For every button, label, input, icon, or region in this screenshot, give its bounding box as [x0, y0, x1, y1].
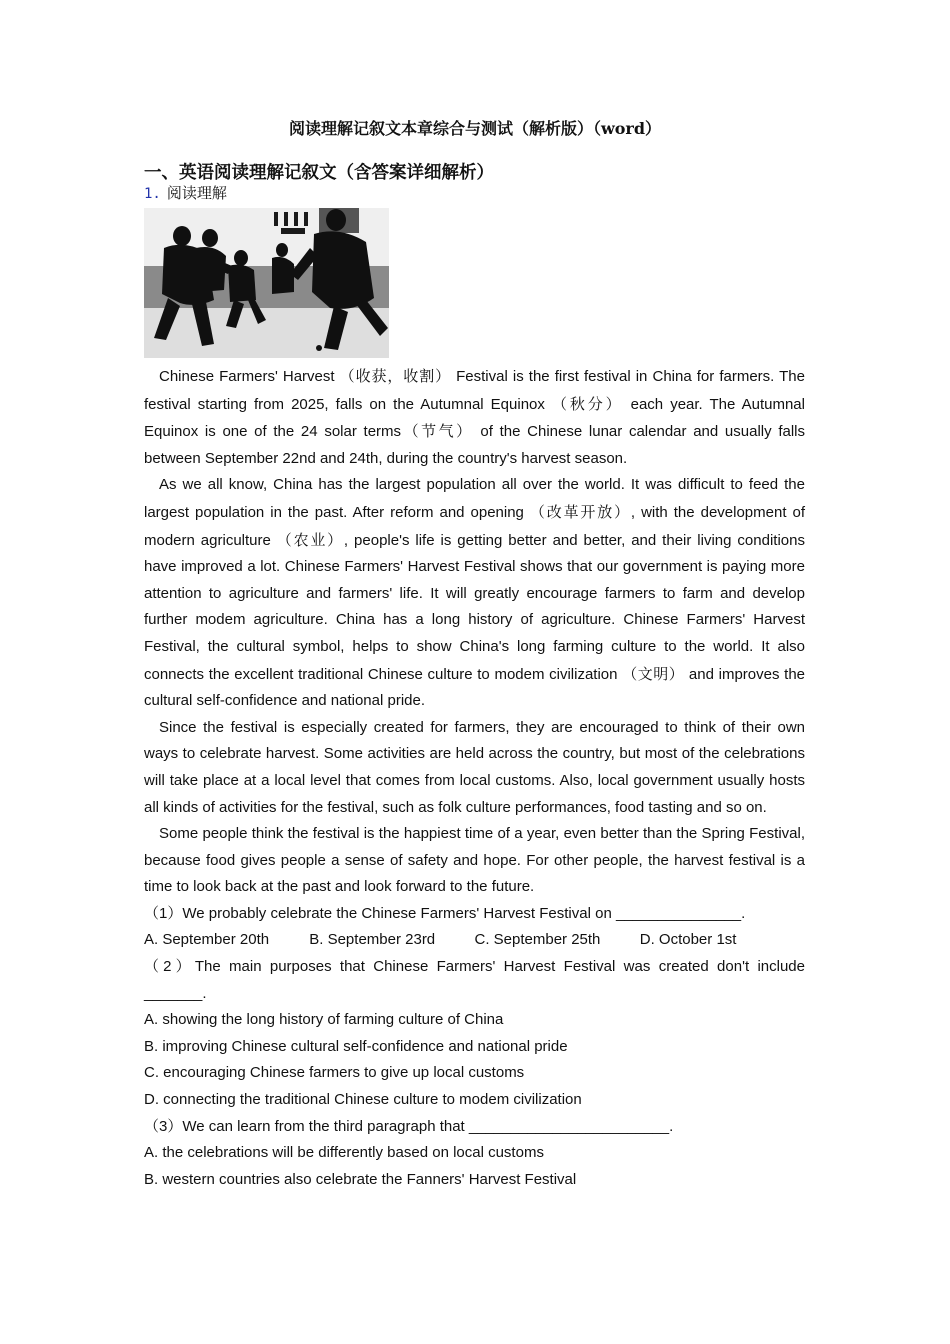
option-2b: B. improving Chinese cultural self-confidence and national pride [144, 1037, 568, 1055]
document-title: 阅读理解记叙文本章综合与测试（解析版）（word） [288, 119, 662, 138]
option-3b: B. western countries also celebrate the Fanners' Harvest Festival [144, 1170, 577, 1188]
section-title: 一、英语阅读理解记叙文（含答案详细解析） [144, 163, 494, 183]
p1-gloss-harvest: （收获，收割） [339, 367, 452, 385]
passage-paragraph-2 [144, 472, 805, 714]
passage-paragraph-3: Since the festival is especially created for farmers, they are encouraged to think of their own ways to celebrate harvest. Some activities are held across the country, but most of the celebrations will take place at a local level that comes from local customs. Also, local government usually hosts all kinds of activities for the festival, such as folk culture performances, food tasting and so on. [144, 718, 805, 816]
passage-paragraph-1 [144, 363, 805, 472]
p2-text-1: As we all know, China has the largest population all over the world. It was difficult to feed the largest population in the past. After reform and opening [144, 476, 805, 521]
option-3a: A. the celebrations will be differently based on local customs [144, 1144, 544, 1162]
p1-gloss-solar-terms: （节气） [401, 422, 474, 441]
option-2d: D. connecting the traditional Chinese culture to modem civilization [144, 1091, 582, 1109]
p1-text-3: each year. The Autumnal Equinox is one of the 24 solar terms [144, 395, 805, 441]
option-1c: C. September 25th [474, 931, 601, 949]
question-number: 1. [144, 186, 161, 202]
p2-text-3: , people's life is getting better and better, and their living conditions have improved a lot. Chinese Farmers' Harvest Festival shows that our government is paying more attention to agriculture and farmers' life. It will greatly encourage farmers to farm and develop further modem agriculture. China has a long history of agriculture. Chinese Farmers' Harvest Festival, the cultural symbol, helps to show China's long farming culture to the world. It also connects the excellent traditional Chinese culture to modem civilization [144, 531, 805, 683]
p2-text-4: and improves the cultural self-confidence and national pride. [144, 665, 805, 710]
option-1a: A. September 20th [144, 931, 270, 949]
question-label [144, 182, 227, 203]
p2-gloss-civilization: （文明） [622, 664, 685, 683]
p1-text-2: Festival is the first festival in China for farmers. The festival starting from 2025, falls on the Autumnal Equinox [144, 368, 805, 413]
option-2c: C. encouraging Chinese farmers to give up local customs [144, 1064, 525, 1082]
p1-text-4: of the Chinese lunar calendar and usually falls between September 22nd and 24th, during the country's harvest season. [144, 423, 805, 467]
harvest-dance-photo [144, 208, 389, 358]
question-type: 阅读理解 [166, 184, 227, 202]
p2-text-2: , with the development of modern agriculture [144, 503, 806, 549]
question-1-stem: （1）We probably celebrate the Chinese Farmers' Harvest Festival on _______________. [144, 904, 746, 922]
p1-gloss-equinox: （秋分） [551, 394, 624, 413]
question-3-stem: （3）We can learn from the third paragraph that ________________________. [144, 1117, 674, 1135]
p1-text-1: Chinese Farmers' Harvest [159, 368, 340, 385]
p2-gloss-agriculture: （农业） [276, 530, 344, 549]
option-2a: A. showing the long history of farming culture of China [144, 1011, 504, 1029]
question-1-options [144, 927, 805, 954]
p2-gloss-reform: （改革开放） [529, 502, 631, 521]
question-2-stem: （2）The main purposes that Chinese Farmers' Harvest Festival was created don't include _______. [144, 958, 805, 1002]
passage-and-questions [144, 363, 805, 1193]
option-1d: D. October 1st [639, 931, 737, 949]
option-1b: B. September 23rd [309, 931, 436, 949]
passage-paragraph-4: Some people think the festival is the happiest time of a year, even better than the Spring Festival, because food gives people a sense of safety and hope. For other people, the harvest festival is a time to look back at the past and look forward to the future. [144, 825, 805, 896]
